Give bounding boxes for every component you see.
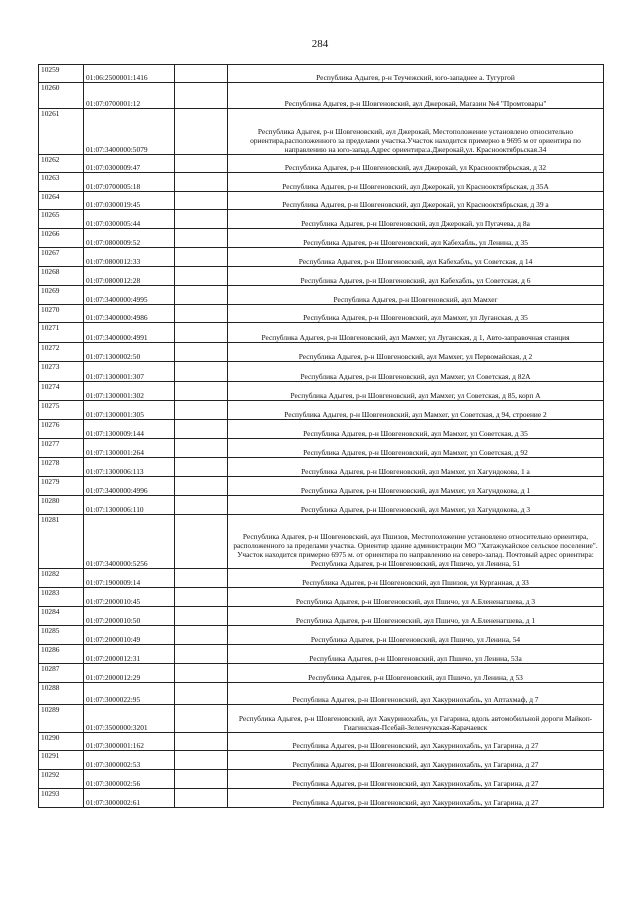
table-row	[39, 789, 604, 808]
cadastral-number: 01:07:0700001:12	[84, 83, 175, 109]
empty-cell	[175, 362, 228, 382]
table-row	[39, 323, 604, 343]
cadastral-number: 01:07:0800012:28	[84, 267, 175, 286]
empty-cell	[175, 305, 228, 323]
empty-cell	[175, 515, 228, 569]
table-row	[39, 192, 604, 210]
empty-cell	[175, 645, 228, 664]
empty-cell	[175, 267, 228, 286]
cadastral-number: 01:07:0800012:33	[84, 248, 175, 267]
table-row	[39, 588, 604, 607]
empty-cell	[175, 192, 228, 210]
table-row	[39, 382, 604, 401]
cadastral-number: 01:07:3400000:4986	[84, 305, 175, 323]
address: Республика Адыгея, р-н Шовгеновский, аул Мамхег, ул Луганская, д 35	[228, 305, 604, 323]
address: Республика Адыгея, р-н Шовгеновский, аул Джерокай, ул Краснооктябрьская, д 35А	[228, 173, 604, 192]
cadastral-number: 01:07:2000010:49	[84, 626, 175, 645]
table-row	[39, 496, 604, 515]
cadastral-number: 01:07:0700005:18	[84, 173, 175, 192]
address: Республика Адыгея, р-н Теучежский, юго-западнее а. Тугургой	[228, 65, 604, 83]
empty-cell	[175, 733, 228, 751]
cadastral-number: 01:07:3400000:5256	[84, 515, 175, 569]
record-number: 10281	[39, 515, 84, 569]
address: Республика Адыгея, р-н Шовгеновский, аул Хакуринохабль, ул Аптахмаф, д 7	[228, 683, 604, 705]
cadastral-number: 01:07:3000002:53	[84, 751, 175, 770]
cadastral-number: 01:07:1300006:110	[84, 496, 175, 515]
table-row	[39, 683, 604, 705]
address: Республика Адыгея, р-н Шовгеновский, аул Хакуринохабль, ул Гагарина, вдоль автомобильной дороги Майкоп-Гиагинская-Псебай-Зеленчукская-Карачаевск	[228, 705, 604, 733]
record-number: 10264	[39, 192, 84, 210]
record-number: 10268	[39, 267, 84, 286]
cadastral-number: 01:07:3000002:56	[84, 770, 175, 789]
record-number: 10273	[39, 362, 84, 382]
empty-cell	[175, 477, 228, 496]
table-row	[39, 420, 604, 439]
record-number: 10270	[39, 305, 84, 323]
empty-cell	[175, 683, 228, 705]
table-row	[39, 705, 604, 733]
empty-cell	[175, 439, 228, 458]
record-number: 10278	[39, 458, 84, 477]
cadastral-number: 01:07:2000012:29	[84, 664, 175, 683]
empty-cell	[175, 789, 228, 808]
address: Республика Адыгея, р-н Шовгеновский, аул Джерокай, Местоположение установлено относительно ориентира,расположенного за пределами участка.Участок находится примерно в 9695 м от ориентира по направлению на юго-запад.Адрес ориентира:а.Джерокай,ул. Краснооктябрьская.34	[228, 109, 604, 155]
record-number: 10263	[39, 173, 84, 192]
address: Республика Адыгея, р-н Шовгеновский, аул Мамхег, ул Советская, д 85, корп А	[228, 382, 604, 401]
cadastral-number: 01:07:3500000:3201	[84, 705, 175, 733]
record-number: 10280	[39, 496, 84, 515]
table-row	[39, 458, 604, 477]
record-number: 10272	[39, 343, 84, 362]
address: Республика Адыгея, р-н Шовгеновский, аул Пшичо, ул А.Блененагшева, д 3	[228, 588, 604, 607]
address: Республика Адыгея, р-н Шовгеновский, аул Джерокай, ул Пугачева, д 8а	[228, 210, 604, 229]
record-number: 10266	[39, 229, 84, 248]
record-number: 10276	[39, 420, 84, 439]
table-row	[39, 305, 604, 323]
record-number: 10284	[39, 607, 84, 626]
cadastral-number: 01:07:1300001:302	[84, 382, 175, 401]
empty-cell	[175, 588, 228, 607]
address: Республика Адыгея, р-н Шовгеновский, аул Пшизов, ул Курганная, д 33	[228, 569, 604, 588]
empty-cell	[175, 607, 228, 626]
record-number: 10267	[39, 248, 84, 267]
table-row	[39, 626, 604, 645]
record-number: 10260	[39, 83, 84, 109]
empty-cell	[175, 664, 228, 683]
cadastral-number: 01:07:3400000:4995	[84, 286, 175, 305]
table-row	[39, 155, 604, 173]
cadastral-number: 01:07:3000022:95	[84, 683, 175, 705]
record-number: 10293	[39, 789, 84, 808]
record-number: 10265	[39, 210, 84, 229]
record-number: 10274	[39, 382, 84, 401]
table-row	[39, 248, 604, 267]
empty-cell	[175, 229, 228, 248]
address: Республика Адыгея, р-н Шовгеновский, аул Мамхег, ул Советская, д 94, строение 2	[228, 401, 604, 420]
empty-cell	[175, 343, 228, 362]
address: Республика Адыгея, р-н Шовгеновский, аул Джерокай, ул Краснооктябрьская, д 39 а	[228, 192, 604, 210]
cadastral-number: 01:07:3400000:4996	[84, 477, 175, 496]
record-number: 10292	[39, 770, 84, 789]
record-number: 10275	[39, 401, 84, 420]
empty-cell	[175, 248, 228, 267]
address: Республика Адыгея, р-н Шовгеновский, аул Джерокай, ул Краснооктябрьская, д 32	[228, 155, 604, 173]
table-row	[39, 751, 604, 770]
address: Республика Адыгея, р-н Шовгеновский, аул Мамхег, ул Хагундокова, д 3	[228, 496, 604, 515]
table-row	[39, 210, 604, 229]
empty-cell	[175, 770, 228, 789]
address: Республика Адыгея, р-н Шовгеновский, аул Джерокай, Магазин №4 "Промтовары"	[228, 83, 604, 109]
record-number: 10269	[39, 286, 84, 305]
record-number: 10283	[39, 588, 84, 607]
empty-cell	[175, 705, 228, 733]
address: Республика Адыгея, р-н Шовгеновский, аул Пшичо, ул Ленина, 53а	[228, 645, 604, 664]
table-row	[39, 645, 604, 664]
table-row	[39, 515, 604, 569]
cadastral-number: 01:07:0300005:44	[84, 210, 175, 229]
address: Республика Адыгея, р-н Шовгеновский, аул Кабехабль, ул Советская, д 6	[228, 267, 604, 286]
record-number: 10285	[39, 626, 84, 645]
address: Республика Адыгея, р-н Шовгеновский, аул Пшизов, Местоположение установлено относительно ориентира, расположенного за пределами участка. Ориентир здание администрации МО "Хатажукайское сельское поселение". Участок находится примерно 6975 м. от ориентира по направлению на северо-запад. Почтовый адрес ориентира: Республика Адыгея, р-н Шовгеновский, аул Пшичо, ул Ленина, 51	[228, 515, 604, 569]
table-row	[39, 770, 604, 789]
page-number: 284	[311, 38, 329, 50]
table-row	[39, 109, 604, 155]
empty-cell	[175, 155, 228, 173]
cadastral-number: 01:07:2000012:31	[84, 645, 175, 664]
address: Республика Адыгея, р-н Шовгеновский, аул Мамхег	[228, 286, 604, 305]
table-row	[39, 229, 604, 248]
table-row	[39, 65, 604, 83]
address: Республика Адыгея, р-н Шовгеновский, аул Мамхег, ул Советская, д 82А	[228, 362, 604, 382]
cadastral-number: 01:07:1300001:305	[84, 401, 175, 420]
cadastral-number: 01:07:3400000:4991	[84, 323, 175, 343]
empty-cell	[175, 323, 228, 343]
table-body	[39, 65, 604, 808]
address: Республика Адыгея, р-н Шовгеновский, аул Хакуринохабль, ул Гагарина, д 27	[228, 733, 604, 751]
empty-cell	[175, 109, 228, 155]
record-number: 10286	[39, 645, 84, 664]
record-number: 10291	[39, 751, 84, 770]
cadastral-number: 01:07:2000010:45	[84, 588, 175, 607]
table-row	[39, 569, 604, 588]
table-row	[39, 401, 604, 420]
address: Республика Адыгея, р-н Шовгеновский, аул Хакуринохабль, ул Гагарина, д 27	[228, 770, 604, 789]
cadastral-number: 01:07:0800009:52	[84, 229, 175, 248]
record-number: 10282	[39, 569, 84, 588]
cadastral-number: 01:06:2500001:1416	[84, 65, 175, 83]
empty-cell	[175, 569, 228, 588]
cadastral-number: 01:07:1300009:144	[84, 420, 175, 439]
empty-cell	[175, 173, 228, 192]
table-row	[39, 173, 604, 192]
record-number: 10289	[39, 705, 84, 733]
table-row	[39, 439, 604, 458]
address: Республика Адыгея, р-н Шовгеновский, аул Мамхег, ул Луганская, д 1, Авто-заправочная станция	[228, 323, 604, 343]
cadastral-number: 01:07:3400000:5079	[84, 109, 175, 155]
cadastral-number: 01:07:1300001:264	[84, 439, 175, 458]
cadastral-number: 01:07:3000001:162	[84, 733, 175, 751]
address: Республика Адыгея, р-н Шовгеновский, аул Кабехабль, ул Советская, д 14	[228, 248, 604, 267]
record-number: 10261	[39, 109, 84, 155]
address: Республика Адыгея, р-н Шовгеновский, аул Пшичо, ул Ленина, д 53	[228, 664, 604, 683]
record-number: 10262	[39, 155, 84, 173]
empty-cell	[175, 401, 228, 420]
cadastral-number: 01:07:1300006:113	[84, 458, 175, 477]
cadastral-number: 01:07:2000010:50	[84, 607, 175, 626]
table-row	[39, 83, 604, 109]
empty-cell	[175, 65, 228, 83]
table-row	[39, 343, 604, 362]
cadastral-number: 01:07:1300002:50	[84, 343, 175, 362]
table-row	[39, 267, 604, 286]
record-number: 10277	[39, 439, 84, 458]
cadastral-number: 01:07:1300001:307	[84, 362, 175, 382]
table-row	[39, 286, 604, 305]
cadastral-number: 01:07:3000002:61	[84, 789, 175, 808]
table-row	[39, 362, 604, 382]
empty-cell	[175, 420, 228, 439]
record-number: 10290	[39, 733, 84, 751]
cadastral-number: 01:07:0300009:47	[84, 155, 175, 173]
empty-cell	[175, 382, 228, 401]
record-number: 10259	[39, 65, 84, 83]
empty-cell	[175, 286, 228, 305]
table-row	[39, 664, 604, 683]
record-number: 10271	[39, 323, 84, 343]
address: Республика Адыгея, р-н Шовгеновский, аул Мамхег, ул Советская, д 92	[228, 439, 604, 458]
address: Республика Адыгея, р-н Шовгеновский, аул Мамхег, ул Хагундокова, д 1	[228, 477, 604, 496]
property-registry-table	[38, 64, 604, 808]
address: Республика Адыгея, р-н Шовгеновский, аул Кабехабль, ул Ленина, д 35	[228, 229, 604, 248]
address: Республика Адыгея, р-н Шовгеновский, аул Хакуринохабль, ул Гагарина, д 27	[228, 789, 604, 808]
empty-cell	[175, 458, 228, 477]
record-number: 10288	[39, 683, 84, 705]
record-number: 10279	[39, 477, 84, 496]
empty-cell	[175, 210, 228, 229]
table-row	[39, 477, 604, 496]
address: Республика Адыгея, р-н Шовгеновский, аул Пшичо, ул Ленина, 54	[228, 626, 604, 645]
empty-cell	[175, 751, 228, 770]
cadastral-number: 01:07:0300019:45	[84, 192, 175, 210]
empty-cell	[175, 83, 228, 109]
address: Республика Адыгея, р-н Шовгеновский, аул Хакуринохабль, ул Гагарина, д 27	[228, 751, 604, 770]
address: Республика Адыгея, р-н Шовгеновский, аул Мамхег, ул Хагундокова, 1 а	[228, 458, 604, 477]
address: Республика Адыгея, р-н Шовгеновский, аул Мамхег, ул Советская, д 35	[228, 420, 604, 439]
cadastral-number: 01:07:1900009:14	[84, 569, 175, 588]
address: Республика Адыгея, р-н Шовгеновский, аул Мамхег, ул Первомайская, д 2	[228, 343, 604, 362]
record-number: 10287	[39, 664, 84, 683]
empty-cell	[175, 496, 228, 515]
table-row	[39, 733, 604, 751]
empty-cell	[175, 626, 228, 645]
table-row	[39, 607, 604, 626]
address: Республика Адыгея, р-н Шовгеновский, аул Пшичо, ул А.Блененагшева, д 1	[228, 607, 604, 626]
